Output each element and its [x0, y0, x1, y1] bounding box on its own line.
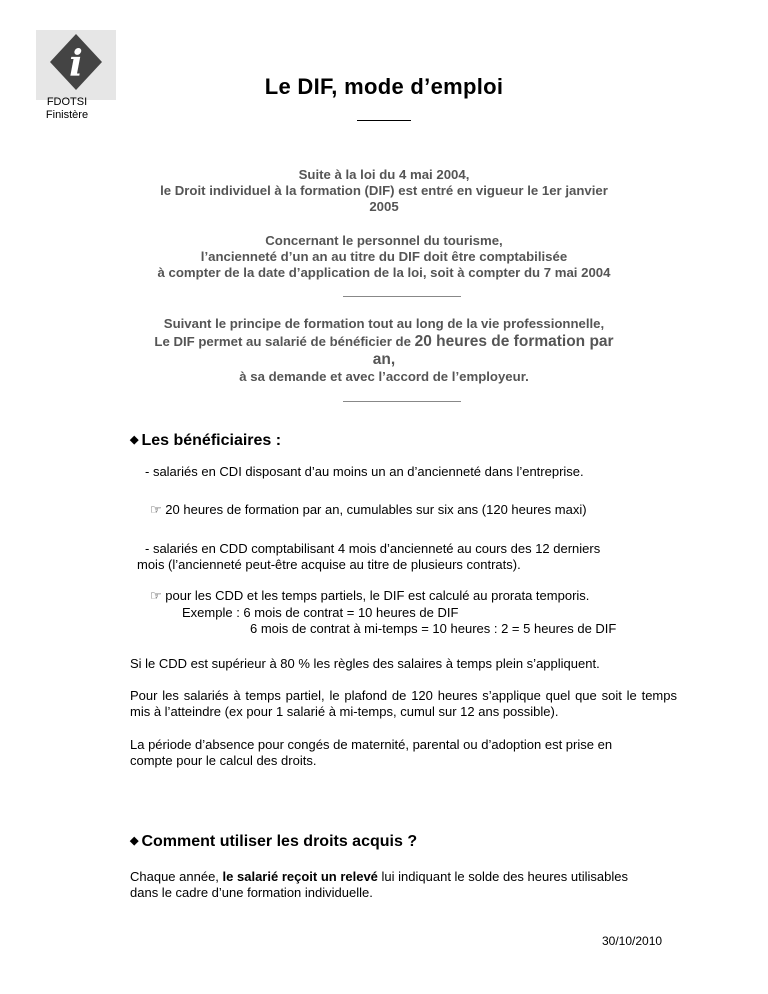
- example-line-2: 6 mois de contrat à mi-temps = 10 heures : 2 = 5 heures de DIF: [250, 621, 617, 636]
- absence-line: compte pour le calcul des droits.: [130, 753, 317, 768]
- releve-text: Chaque année,: [130, 869, 219, 884]
- intro-line: à sa demande et avec l’accord de l’employeur.: [239, 369, 529, 384]
- note-cdi: [150, 502, 587, 518]
- svg-text:i: i: [69, 43, 83, 85]
- releve-emphasis: le salarié reçoit un relevé: [222, 869, 378, 884]
- diamond-bullet-icon: ◆: [130, 434, 139, 446]
- cdd-line-1: - salariés en CDD comptabilisant 4 mois d’ancienneté au cours des 12 derniers: [145, 541, 601, 556]
- intro-highlight: 20 heures de formation par: [414, 333, 614, 350]
- pointing-hand-icon: ☞: [150, 588, 162, 603]
- cdd-line-2: mois (l’ancienneté peut-être acquise au titre de plusieurs contrats).: [137, 557, 521, 572]
- intro-line: Concernant le personnel du tourisme,: [265, 233, 503, 248]
- section-heading-beneficiaires: [130, 432, 281, 450]
- logo-region: Finistère: [45, 109, 89, 121]
- releve-line-1: [130, 869, 680, 885]
- note-text: pour les CDD et les temps partiels, le DIF est calculé au prorata temporis.: [165, 588, 590, 603]
- page-title: Le DIF, mode d’emploi: [264, 74, 504, 99]
- logo-org: FDOTSI: [46, 96, 88, 108]
- intro-line: an,: [372, 351, 396, 368]
- intro-law-block: [120, 167, 648, 215]
- example-line-1: Exemple : 6 mois de contrat = 10 heures de DIF: [182, 605, 459, 620]
- intro-principle-block: [120, 316, 648, 385]
- partiel-paragraph: Pour les salariés à temps partiel, le plafond de 120 heures s’applique quel que soit le temps mis à l’atteindre (ex pour 1 salarié à mi-temps, cumul sur 12 ans possible).: [130, 688, 677, 719]
- section-heading-droits: [130, 833, 417, 851]
- pointing-hand-icon: ☞: [150, 502, 162, 517]
- releve-line-2: dans le cadre d’une formation individuelle.: [130, 885, 373, 900]
- note-text: 20 heures de formation par an, cumulables sur six ans (120 heures maxi): [165, 502, 587, 517]
- intro-line: Suivant le principe de formation tout au long de la vie professionnelle,: [163, 316, 605, 331]
- releve-paragraph: [130, 869, 680, 901]
- divider: [343, 296, 461, 297]
- absence-line: La période d’absence pour congés de maternité, parental ou d’adoption est prise en: [130, 737, 613, 752]
- absence-paragraph: [130, 737, 612, 769]
- divider: [343, 401, 461, 402]
- intro-line: l’ancienneté d’un an au titre du DIF doit être comptabilisée: [200, 249, 568, 264]
- cdd80-paragraph: Si le CDD est supérieur à 80 % les règles des salaires à temps plein s’appliquent.: [130, 656, 600, 671]
- releve-text: lui indiquant le solde des heures utilisables: [381, 869, 628, 884]
- footer-date: 30/10/2010: [602, 934, 663, 948]
- section-heading-text: Les bénéficiaires :: [141, 432, 282, 449]
- cdi-line: - salariés en CDI disposant d’au moins un an d’ancienneté dans l’entreprise.: [145, 464, 584, 479]
- title-underline: [357, 120, 411, 121]
- intro-line: 2005: [369, 199, 399, 214]
- note-cdd: [150, 588, 589, 604]
- section-heading-text: Comment utiliser les droits acquis ?: [141, 833, 418, 850]
- intro-line: à compter de la date d’application de la loi, soit à compter du 7 mai 2004: [157, 265, 611, 280]
- intro-text: Le DIF permet au salarié de bénéficier de: [154, 334, 411, 349]
- intro-tourism-block: [120, 233, 648, 281]
- intro-line: le Droit individuel à la formation (DIF) est entré en vigueur le 1er janvier: [160, 183, 608, 198]
- intro-line: [120, 332, 648, 351]
- diamond-bullet-icon: ◆: [130, 835, 139, 847]
- intro-line: Suite à la loi du 4 mai 2004,: [298, 167, 470, 182]
